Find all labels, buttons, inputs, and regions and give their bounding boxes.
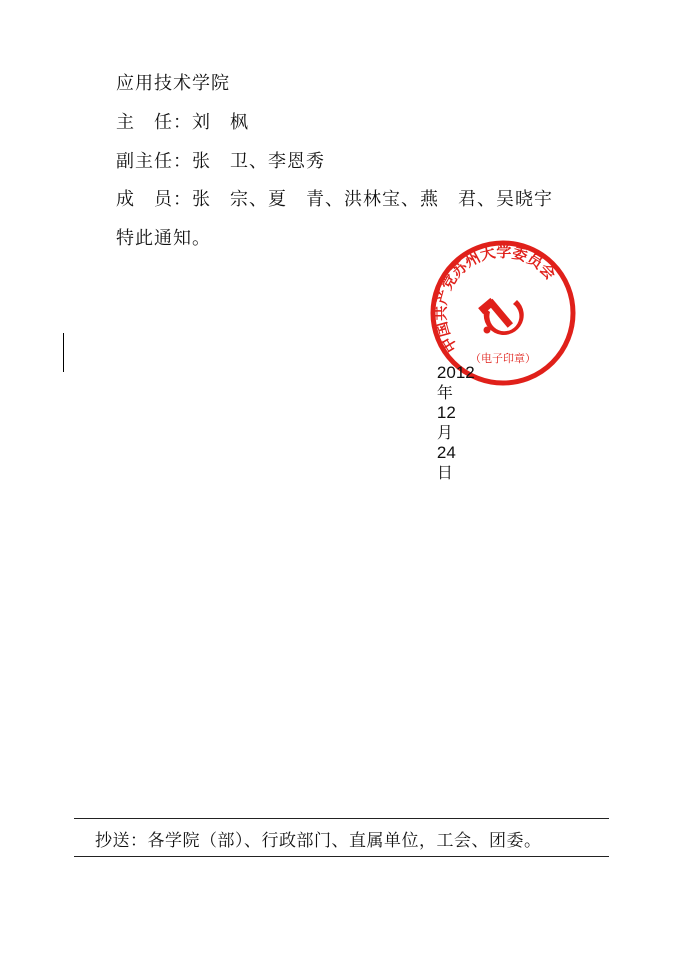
- issue-date: [418, 343, 475, 503]
- closing-text: 特此通知。: [116, 228, 211, 249]
- cc-top-divider: [74, 818, 609, 819]
- deputy-names: 张 卫、李恩秀: [192, 151, 325, 172]
- date-month: 12: [436, 403, 456, 422]
- director-label: 主 任：: [116, 112, 192, 133]
- date-day-unit: 日: [436, 463, 453, 482]
- date-month-unit: 月: [436, 423, 453, 442]
- director-line: [116, 112, 249, 134]
- org-name: 应用技术学院: [116, 73, 230, 94]
- members-names: 张 宗、夏 青、洪林宝、燕 君、吴晓宇: [192, 189, 553, 210]
- date-year: 2012: [436, 363, 475, 382]
- cc-distribution-line: 抄送：各学院（部）、行政部门、直属单位，工会、团委。: [95, 831, 542, 851]
- seal-bottom-text: （电子印章）: [470, 352, 536, 365]
- director-names: 刘 枫: [192, 112, 249, 133]
- members-line: [116, 189, 553, 211]
- cc-bottom-divider: [74, 856, 609, 857]
- text-cursor[interactable]: [63, 333, 64, 372]
- deputy-label: 副主任：: [116, 151, 192, 172]
- hammer-sickle-icon: [478, 298, 524, 335]
- date-day: 24: [436, 443, 456, 462]
- seal-ring-text: 中国共产党苏州大学委员会: [431, 242, 560, 356]
- deputy-line: [116, 151, 325, 173]
- date-year-unit: 年: [436, 383, 453, 402]
- members-label: 成 员：: [116, 189, 192, 210]
